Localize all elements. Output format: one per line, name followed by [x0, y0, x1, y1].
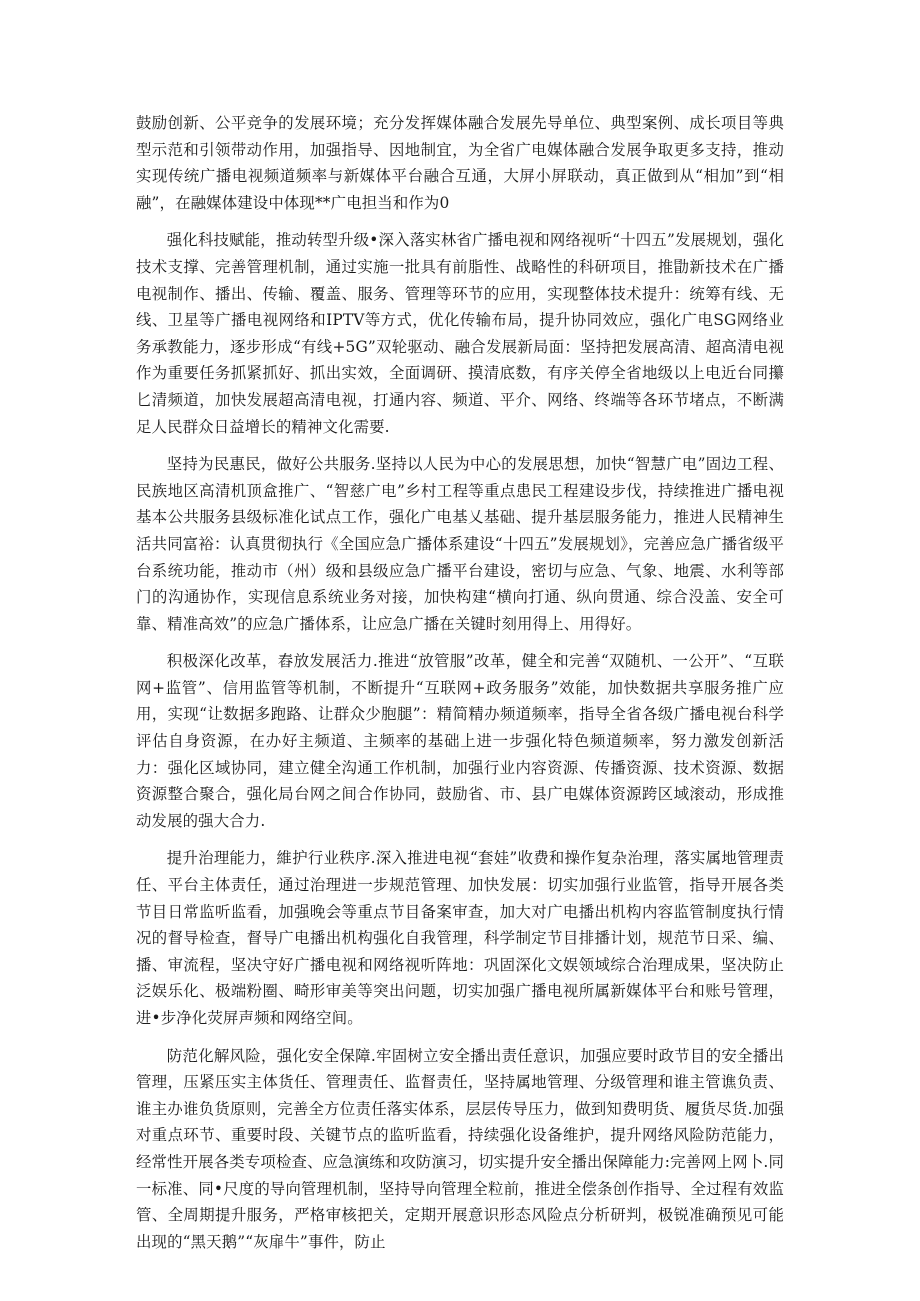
paragraph-public-service: 坚持为民惠民，做好公共服务.坚持以人民为中心的发展思想，加快“智慧广电”固边工程、民族地区高清机顶盒推广、“智慈广电”乡村工程等重点患民工程建设步伐，持续推进广播电视基本公共服务县级标准化试点工作，强化广电基乂基础、提升基层服务能力，推进人民精神生活共同富裕：认真贯彻执行《全国应急广播体系建设“十四五”发展规划》，完善应急广播省级平台系统功能，推动市（州）级和县级应急广播平台建设，密切与应急、气象、地震、水利等部门的沟通协作，实现信息系统业务对接，加快构建“横向打通、纵向贯通、综合没盖、安全可靠、精准高效”的应急广播体系，让应急广播在关键时刻用得上、用得好。: [136, 455, 784, 633]
document-body: [136, 110, 784, 1266]
paragraph-governance: 提升治理能力，維护行业秩序.深入推进电视“套娃”收费和操作复杂治理，落实属地管理责任、平台主体责任，通过治理进一步规范管理、加快发展：切实加强行业监管，指导开展各类节目日常监听监看，加强晚会等重点节目备案审查，加大对广电播出机构内容监管制度执行情况的督导检查，督导广电播出机构强化自我管理，科学制定节目排播计划，规范节日采、编、播、审流程，坚决守好广播电视和网络视听阵地：巩固深化文娱领域综合治理成果，坚决防止泛娱乐化、极端粉圈、畸形审美等突出问题，切实加强广播电视所属新媒体平台和账号管理，进•步净化荧屏声频和网络空间。: [136, 849, 784, 1027]
paragraph-deepen-reform: 积极深化改革，舂放发展活力.推进“放管服”改革，健全和完善“双随机、一公开”、“互联网+监管”、信用监管等机制，不断提升“互联网+政务服务”效能，加快数据共享服务推广应用，实现“让数据多跑路、让群众少胞腿”：精简精办频道频率，指导全省各级广播电视台科学评估自身资源，在办好主频道、主频率的基础上进一步强化特色频道频率，努力激发创新活力：强化区域协同，建立健全沟通工作机制，加强行业内容资源、传播资源、技术资源、数据资源整合聚合，强化局台网之间合作协同，鼓励省、市、县广电媒体资源跨区域滚动，形成推动发展的强大合力.: [136, 652, 784, 830]
paragraph-continuation: 鼓励创新、公平竞争的发展环境；充分发挥媒体融合发展先导单位、典型案例、成长项目等典型示范和引领带动作用，加强指导、因地制宜，为全省广电媒体融合发展争取更多支持，推动实现传统广播电视频道频率与新媒体平台融合互通，大屏小屏联动，真正做到从“相加”到“相融”，在融媒体建设中体现**广电担当和作为0: [136, 114, 784, 212]
paragraph-risk-prevention: 防范化解风险，强化安全保障.牢固树立安全播出责任意识，加强应要时政节目的安全播出管理，压紧压实主体货任、管理责任、监督责任，坚持属地管理、分级管理和谁主管谯负责、谁主办谁负货原则，完善全方位责任落实体系，层层传导压力，做到知费明货、履货尽货.加强对重点环节、重要时段、关键节点的监听监看，持续强化设备维护，提升网络风险防范能力，经常性开展各类专项检查、应急演练和攻防演习，切实提升安全播出保障能力:完善网上网卜.同一标准、同•尺度的导向管理机制，坚持导向管理全粒前，推进全偿条创作指导、全过程有效监管、全周期提升服务，严格审核把关，定期开展意识形态风险点分析研判，极锐准确预见可能出现的“黑天鹅”“灰扉牛”事件，防止: [136, 1046, 784, 1251]
paragraph-tech-empowerment: 强化科技赋能，推动转型升级•深入落实林省广播电视和网络视听“十四五”发展规划，强化技术支撑、完善管理机制，通过实施一批具有前脂性、战略性的科研项目，推勖新技术在广播电视制作、播出、传输、覆盖、服务、管理等环节的应用，实现整体技术提升：统筹有线、无线、卫星等广播电视网络和IPTV等方式，优化传输布局，提升协同效应，强化广电SG网络业务承教能力，逐步形成“有线+5G”双轮驱动、融合发展新局面：坚持把发展高清、超高清电视作为重要任务抓紧抓好、抓出实效，全面调研、摸清底数，有序关停全省地级以上电近台同攥匕清频道，加快发展超高清电视，打通内容、频道、平介、网络、终端等各环节堵点，不断满足人民群众日益增长的精神文化需要.: [136, 231, 784, 436]
